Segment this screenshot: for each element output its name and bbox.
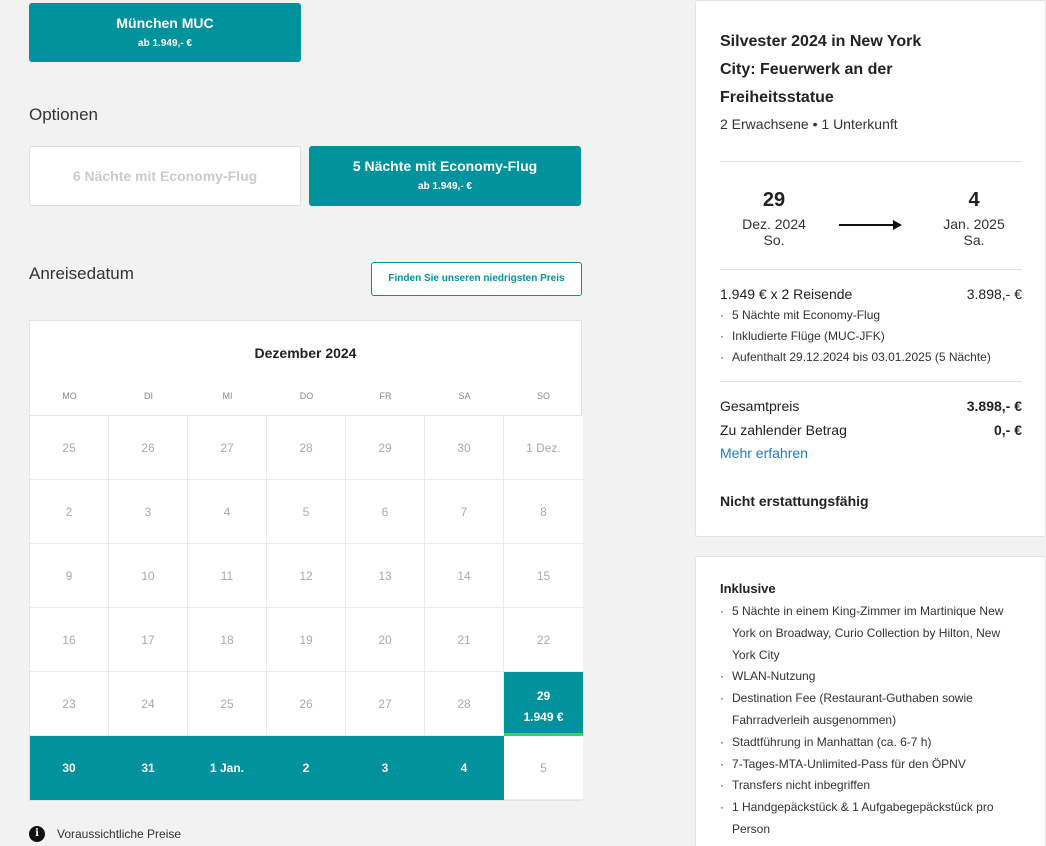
calendar-day[interactable]: 30 — [425, 416, 504, 480]
calendar-day[interactable]: 25 — [30, 416, 109, 480]
weekday-label: MI — [222, 391, 233, 401]
calendar-day[interactable]: 15 — [504, 544, 583, 608]
departure-airport-label: München MUC — [116, 15, 214, 31]
calendar-day[interactable]: 18 — [188, 608, 267, 672]
learn-more-link[interactable]: Mehr erfahren — [720, 445, 808, 461]
info-icon: i — [29, 826, 45, 842]
weekday-label: SO — [536, 391, 550, 401]
calendar-day-selected-start[interactable] — [504, 672, 583, 736]
trip-title: Silvester 2024 in New York City: Feuerwerk an der Freiheitsstatue — [720, 33, 922, 106]
departure-weekday: So. — [763, 232, 785, 248]
option-5-nights-price: ab 1.949,- € — [418, 181, 472, 192]
calendar-day[interactable]: 27 — [188, 416, 267, 480]
inclusive-item: · Transfers nicht inbegriffen — [720, 775, 1020, 797]
calendar-day[interactable]: 29 — [346, 416, 425, 480]
calendar-day-in-range[interactable]: 3 — [346, 736, 425, 800]
weekday-label: DI — [144, 391, 153, 401]
calendar-day[interactable]: 27 — [346, 672, 425, 736]
calendar-day[interactable]: 9 — [30, 544, 109, 608]
return-month-year: Jan. 2025 — [943, 216, 1005, 232]
weekday-label: FR — [379, 391, 392, 401]
legend-label: Voraussichtliche Preise — [57, 827, 182, 841]
departure-airport-price: ab 1.949,- € — [138, 38, 192, 49]
calendar-day-in-range[interactable]: 31 — [109, 736, 188, 800]
inclusive-item: · Stadtführung in Manhattan (ca. 6-7 h) — [720, 732, 1020, 754]
weekday-label: MO — [62, 391, 77, 401]
option-6-nights[interactable] — [29, 146, 301, 206]
price-per-traveller-row — [720, 286, 1022, 302]
price-per-traveller-label: 1.949 € x 2 Reisende — [720, 286, 853, 302]
non-refundable-notice: Nicht erstattungsfähig — [720, 493, 869, 509]
calendar-day[interactable]: 26 — [109, 416, 188, 480]
inclusive-item: · WLAN-Nutzung — [720, 666, 1020, 688]
calendar-day[interactable]: 13 — [346, 544, 425, 608]
arrow-right-icon — [839, 224, 895, 226]
amount-due-label: Zu zahlender Betrag — [720, 422, 847, 438]
arrow-head-icon — [893, 220, 902, 230]
return-day: 4 — [968, 189, 980, 211]
inclusive-list — [720, 601, 1020, 841]
divider — [720, 269, 1022, 270]
price-per-traveller-value: 3.898,- € — [966, 286, 1022, 302]
total-price-label: Gesamtpreis — [720, 398, 800, 414]
options-heading: Optionen — [29, 105, 98, 124]
calendar-day[interactable]: 28 — [267, 416, 346, 480]
calendar-day[interactable]: 23 — [30, 672, 109, 736]
divider — [720, 161, 1022, 162]
weekday-label: DO — [299, 391, 314, 401]
travellers-info: 2 Erwachsene • 1 Unterkunft — [720, 116, 898, 132]
find-lowest-price-button[interactable]: Finden Sie unseren niedrigsten Preis — [371, 262, 582, 296]
calendar-day[interactable]: 1 Dez. — [504, 416, 583, 480]
calendar-day[interactable]: 10 — [109, 544, 188, 608]
arrival-date-heading: Anreisedatum — [29, 264, 134, 283]
calendar-day-price: 1.949 € — [523, 710, 564, 724]
calendar-day[interactable]: 24 — [109, 672, 188, 736]
calendar-day[interactable]: 22 — [504, 608, 583, 672]
inclusive-item: · 5 Nächte in einem King-Zimmer im Martinique New York on Broadway, Curio Collection by Hilton, New York City — [720, 601, 1020, 666]
detail-item: · 5 Nächte mit Economy-Flug — [720, 308, 880, 322]
divider — [720, 381, 1022, 382]
date-calendar — [29, 320, 582, 801]
total-price-row — [720, 398, 1022, 414]
calendar-day[interactable]: 19 — [267, 608, 346, 672]
option-6-nights-label: 6 Nächte mit Economy-Flug — [72, 168, 258, 184]
inclusive-item: · 1 Handgepäckstück & 1 Aufgabegepäckstück pro Person — [720, 797, 1020, 841]
calendar-day-number: 29 — [536, 689, 551, 703]
booking-summary-card — [695, 0, 1046, 537]
calendar-day[interactable]: 14 — [425, 544, 504, 608]
calendar-day[interactable]: 20 — [346, 608, 425, 672]
calendar-day[interactable]: 11 — [188, 544, 267, 608]
calendar-day[interactable]: 25 — [188, 672, 267, 736]
calendar-day[interactable]: 28 — [425, 672, 504, 736]
calendar-day[interactable]: 17 — [109, 608, 188, 672]
option-5-nights-label: 5 Nächte mit Economy-Flug — [352, 158, 538, 174]
calendar-day[interactable]: 8 — [504, 480, 583, 544]
amount-due-value: 0,- € — [993, 422, 1022, 438]
inclusive-item: · 7-Tages-MTA-Unlimited-Pass für den ÖPNV — [720, 754, 1020, 776]
inclusive-item: · Destination Fee (Restaurant-Guthaben sowie Fahrradverleih ausgenommen) — [720, 688, 1020, 732]
calendar-day-in-range[interactable]: 4 — [425, 736, 504, 800]
weekday-label: SA — [458, 391, 471, 401]
detail-item: · Inkludierte Flüge (MUC-JFK) — [720, 329, 885, 343]
inclusive-heading: Inklusive — [720, 581, 776, 596]
calendar-day-in-range[interactable]: 30 — [30, 736, 109, 800]
calendar-day[interactable]: 6 — [346, 480, 425, 544]
departure-day: 29 — [762, 189, 786, 211]
calendar-day-in-range[interactable]: 1 Jan. — [188, 736, 267, 800]
calendar-day[interactable]: 16 — [30, 608, 109, 672]
calendar-day[interactable]: 21 — [425, 608, 504, 672]
amount-due-row — [720, 422, 1022, 438]
calendar-day-in-range[interactable]: 2 — [267, 736, 346, 800]
departure-month-year: Dez. 2024 — [742, 216, 806, 232]
calendar-day[interactable]: 12 — [267, 544, 346, 608]
total-price-value: 3.898,- € — [966, 398, 1022, 414]
calendar-month-title: Dezember 2024 — [254, 345, 357, 361]
departure-date — [729, 189, 819, 248]
return-date — [929, 189, 1019, 248]
departure-airport-button[interactable] — [29, 3, 301, 62]
calendar-day[interactable]: 26 — [267, 672, 346, 736]
calendar-day[interactable]: 3 — [109, 480, 188, 544]
inclusive-card — [695, 556, 1046, 846]
calendar-day[interactable]: 4 — [188, 480, 267, 544]
calendar-day[interactable]: 7 — [425, 480, 504, 544]
detail-item: · Aufenthalt 29.12.2024 bis 03.01.2025 (5 Nächte) — [720, 350, 991, 364]
estimated-prices-legend — [29, 826, 181, 842]
calendar-day[interactable]: 2 — [30, 480, 109, 544]
calendar-day[interactable]: 5 — [267, 480, 346, 544]
option-5-nights[interactable] — [309, 146, 581, 206]
calendar-day[interactable]: 5 — [504, 736, 583, 800]
return-weekday: Sa. — [963, 232, 985, 248]
